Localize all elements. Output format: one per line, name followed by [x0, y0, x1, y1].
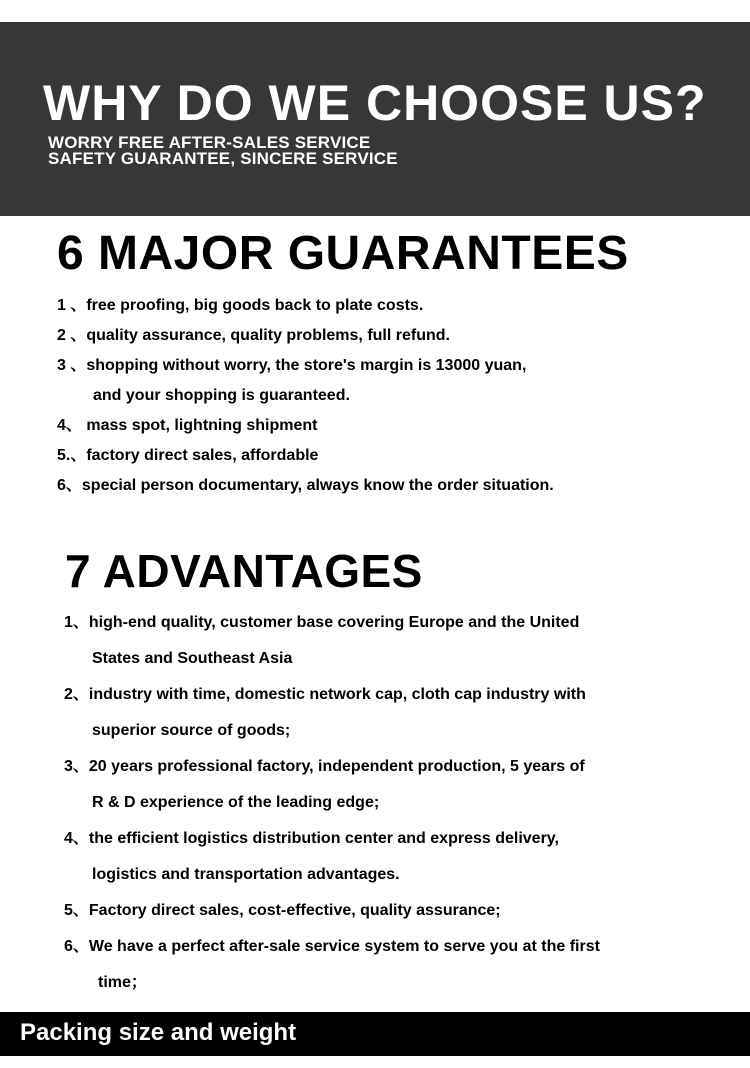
- guarantee-item-4: 4、 mass spot, lightning shipment: [57, 417, 318, 434]
- banner-title: WHY DO WE CHOOSE US?: [43, 75, 707, 131]
- advantage-item-4: 4、the efficient logistics distribution center and express delivery,: [64, 830, 559, 847]
- guarantees-heading: 6 MAJOR GUARANTEES: [57, 227, 629, 280]
- advantage-item-1: 1、high-end quality, customer base covering Europe and the United: [64, 614, 580, 631]
- packing-section-title: Packing size and weight: [20, 1019, 297, 1046]
- advantage-item-2-continued: superior source of goods;: [92, 722, 291, 739]
- banner-subtitle-1: WORRY FREE AFTER-SALES SERVICE: [48, 133, 371, 152]
- advantage-item-2: 2、industry with time, domestic network cap, cloth cap industry with: [64, 686, 586, 703]
- advantage-item-5: 5、Factory direct sales, cost-effective, quality assurance;: [64, 902, 501, 919]
- guarantee-item-2: 2 、quality assurance, quality problems, full refund.: [57, 327, 450, 344]
- advantage-item-1-continued: States and Southeast Asia: [92, 650, 293, 667]
- guarantee-item-5: 5.、factory direct sales, affordable: [57, 447, 319, 464]
- advantage-item-4-continued: logistics and transportation advantages.: [92, 866, 400, 883]
- banner-subtitle-2: SAFETY GUARANTEE, SINCERE SERVICE: [48, 149, 398, 168]
- guarantee-item-3: 3 、shopping without worry, the store's margin is 13000 yuan,: [57, 357, 527, 374]
- guarantee-item-1: 1 、free proofing, big goods back to plate costs.: [57, 297, 424, 314]
- guarantee-item-3-continued: and your shopping is guaranteed.: [93, 387, 350, 404]
- header-banner: [0, 22, 750, 216]
- advantage-item-3: 3、20 years professional factory, independent production, 5 years of: [64, 758, 585, 775]
- packing-section-bar: [0, 1012, 750, 1056]
- advantage-item-6-continued: time；: [98, 974, 147, 991]
- advantage-item-3-continued: R & D experience of the leading edge;: [92, 794, 380, 811]
- guarantee-item-6: 6、special person documentary, always know the order situation.: [57, 477, 554, 494]
- advantages-heading: 7 ADVANTAGES: [65, 545, 423, 597]
- advantage-item-6: 6、We have a perfect after-sale service system to serve you at the first: [64, 938, 600, 955]
